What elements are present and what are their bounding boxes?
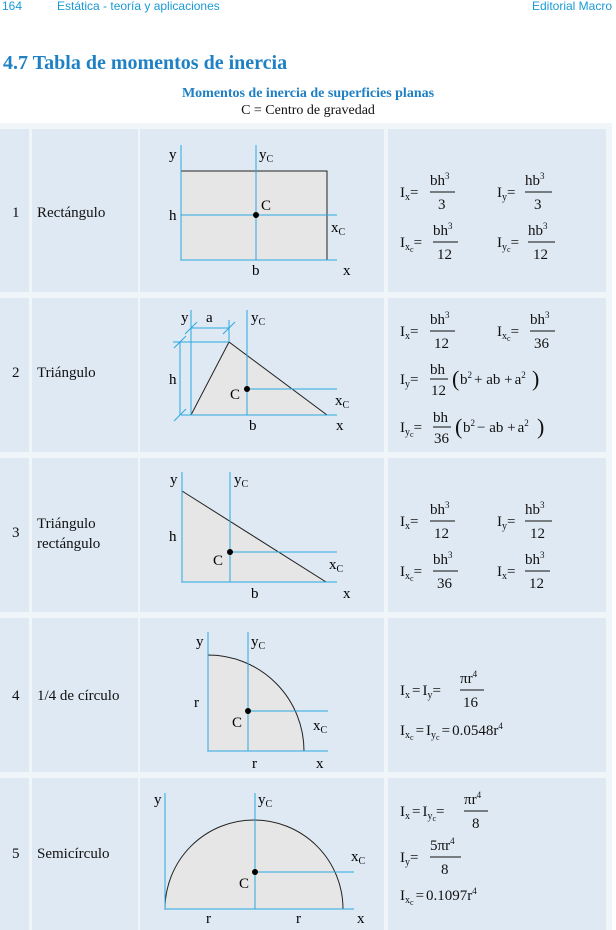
right-triangle-figure [140,458,384,612]
svg-text:bh3: $bh^3$ [430,310,450,328]
svg-text:Iyc=: $I_yc=$ [400,420,423,439]
x-axis-label: x [343,263,351,279]
h-label: h [169,372,177,388]
svg-text:bh3: $bh^3$ [525,550,545,568]
r-label: r [206,911,211,927]
centroid-label: C [232,715,243,731]
svg-text:Iy=: $I_y=$ [497,514,516,532]
xc-axis-label: $x_C$ [335,393,350,411]
shape-name: Triángulo [37,365,96,381]
svg-text:Ix=: $I_x=$ [497,564,516,582]
shape-name [37,514,100,554]
svg-text:hb3: $hb^3$ [528,221,548,239]
shape-name-line2: rectángulo [37,536,101,552]
svg-text:hb3: $hb^3$ [525,500,545,518]
formula-block [400,298,610,448]
svg-text:πr4: $\pi r^4$ [460,669,478,687]
svg-text:36: 36 [437,576,452,592]
svg-text:(: ( [452,366,460,391]
quarter-circle-figure [140,618,384,772]
inertia-table [0,123,612,930]
svg-text:Iy=: $I_y=$ [400,372,419,390]
centroid-label: C [230,387,241,403]
table-row [0,123,612,292]
svg-text:Ix=Iyc=: $I_x = I_yc=$ [400,804,445,823]
svg-text:3: 3 [534,197,542,213]
row-number: 4 [12,688,20,704]
yc-axis-label: $y_C$ [258,792,273,810]
b-label: b [251,586,259,602]
svg-text:bh3: $bh^3$ [430,500,450,518]
svg-text:bh3: $bh^3$ [433,221,453,239]
row-number: 1 [12,205,20,221]
centroid-label: C [261,198,272,214]
y-axis-label: y [196,634,204,650]
formula-block [400,618,600,768]
r-label: r [194,695,199,711]
svg-text:Ixc=: $I_xc=$ [497,324,520,343]
xc-axis-label: $x_C$ [313,718,328,736]
svg-text:16: 16 [463,695,478,711]
formula-block [400,778,600,928]
table-row [0,292,612,452]
svg-text:3: 3 [438,197,446,213]
shape-name: 1/4 de círculo [37,688,120,704]
svg-text:bh3: $bh^3$ [430,171,450,189]
row-number: 2 [12,365,20,381]
centroid-label: C [239,876,250,892]
yc-axis-label: $y_C$ [251,634,266,652]
a-label: a [206,310,213,326]
svg-text:hb3: $hb^3$ [525,171,545,189]
svg-text:Iy=: $I_y=$ [400,850,419,868]
svg-text:Iyc=: $I_yc=$ [497,235,520,254]
y-axis-label: y [169,147,177,163]
h-label: h [169,208,177,224]
book-title-main: Estática - [57,0,111,13]
b-label: b [249,418,257,434]
svg-text:8: 8 [472,816,480,832]
xc-axis-label: $x_C$ [329,557,344,575]
shape-name-line1: Triángulo [37,516,96,532]
svg-text:Ix=Iy=: $I_x = I_y=$ [400,683,441,701]
publisher: Editorial Macro [531,0,612,13]
svg-text:): ) [537,414,545,439]
page-number: 164 [2,0,23,13]
shape-name: Semicírculo [37,846,110,862]
x-axis-label: x [336,418,344,434]
yc-axis-label: $y_C$ [234,472,249,490]
y-axis-label: y [181,310,189,326]
y-axis-label: y [170,472,178,488]
svg-text:12: 12 [529,576,544,592]
svg-text:8: 8 [441,862,449,878]
centroid-label: C [213,553,224,569]
table-row [0,612,612,772]
svg-text:36: 36 [434,431,449,447]
table-row [0,772,612,930]
yc-axis-label: $y_C$ [259,147,274,165]
svg-text:bh: bh [430,362,445,378]
svg-text:12: 12 [434,336,449,352]
section-title: 4.7 Tabla de momentos de inercia [3,52,288,74]
book-subtitle: teoría y aplicaciones [110,0,220,13]
svg-text:bh3: $bh^3$ [530,310,550,328]
table-subtitle: C = Centro de gravedad [241,103,375,118]
b-label: b [252,263,260,279]
formula-block [400,129,600,269]
shape-name: Rectángulo [37,205,106,221]
xc-axis-label: $x_C$ [331,220,346,238]
svg-text:12: 12 [437,247,452,263]
h-label: h [169,529,177,545]
table-row [0,452,612,612]
svg-text:bh: bh [433,410,448,426]
svg-text:12: 12 [431,383,446,399]
book-title [57,0,220,13]
svg-text:Ixc=: $I_xc=$ [400,235,423,254]
svg-text:πr4: $\pi r^4$ [464,790,482,808]
table-title: Momentos de inercia de superficies planas [181,86,435,101]
x-axis-label: x [343,586,351,602]
r-label: r [296,911,301,927]
r-label: r [252,756,257,772]
svg-text:b2− ab +a2: $b^2$ − ab + $a^2$ [463,418,529,436]
svg-text:): ) [532,366,540,391]
svg-text:Ix=: $I_x=$ [400,185,419,203]
triangle-figure [140,298,384,452]
xc-axis-label: $x_C$ [351,849,366,867]
rectangle-figure [140,129,384,292]
svg-text:Iy=: $I_y=$ [497,185,516,203]
svg-text:Ixc=Iyc=0.0548r4: $I_xc = I_yc = 0.0548r^4$ [400,721,503,742]
svg-text:Ix=: $I_x=$ [400,324,419,342]
svg-text:bh3: $bh^3$ [433,550,453,568]
svg-text:12: 12 [530,526,545,542]
svg-text:b2+ ab +a2: $b^2$ + ab + $a^2$ [460,370,526,388]
row-number: 5 [12,846,20,862]
svg-text:36: 36 [534,336,549,352]
x-axis-label: x [357,911,365,927]
semicircle-figure [140,778,384,930]
svg-text:5πr4: $5\pi r^4$ [430,836,455,854]
svg-text:Ix=: $I_x=$ [400,514,419,532]
svg-text:(: ( [455,414,463,439]
row-number: 3 [12,525,20,541]
formula-block [400,458,600,608]
svg-text:12: 12 [434,526,449,542]
svg-text:Ixc=0.1097r4: $I_xc = 0.1097r^4$ [400,886,477,907]
x-axis-label: x [316,756,324,772]
svg-text:Ixc=: $I_xc=$ [400,564,423,583]
yc-axis-label: $y_C$ [251,310,266,328]
svg-text:12: 12 [533,247,548,263]
y-axis-label: y [154,792,162,808]
